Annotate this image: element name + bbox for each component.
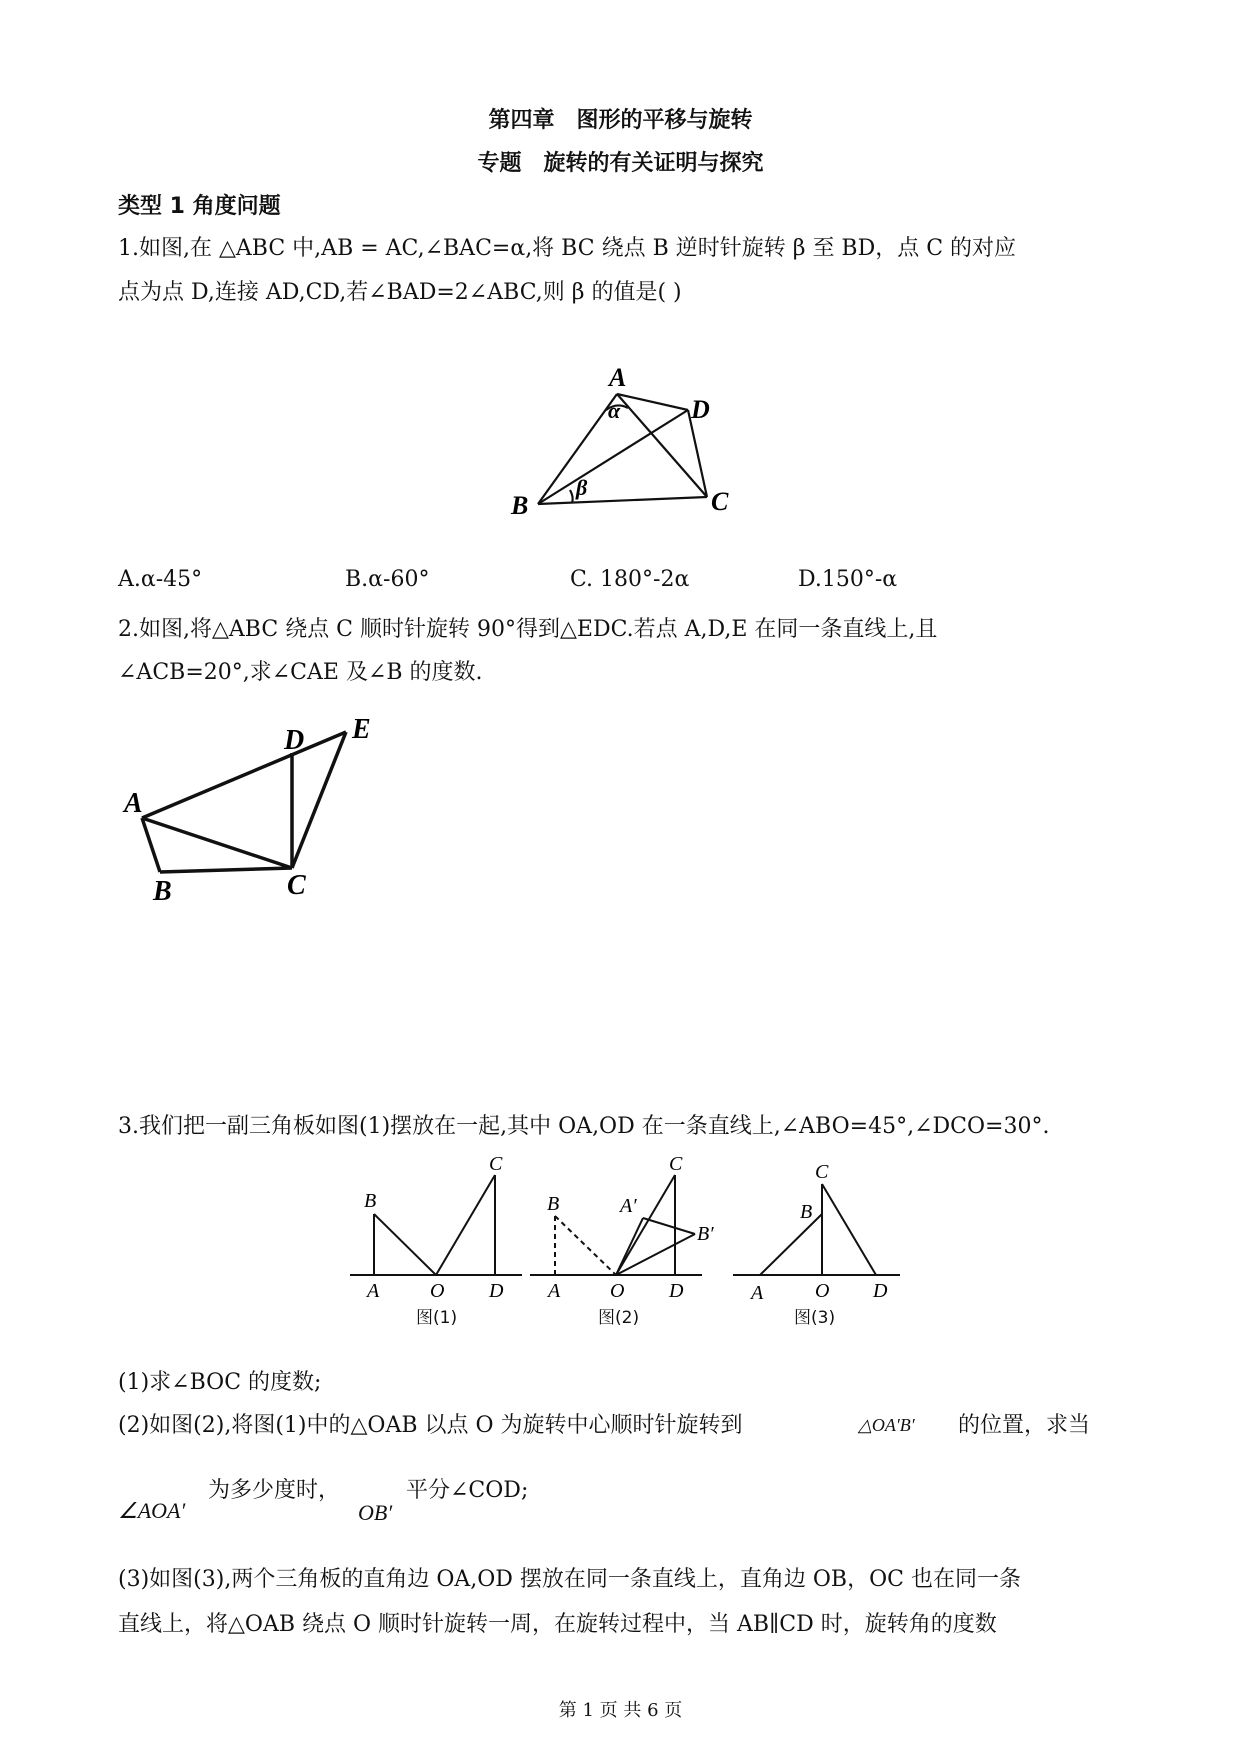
q2-text-line2: ∠ACB=20°,求∠CAE 及∠B 的度数.: [118, 660, 483, 685]
q1-option-c: C. 180°-2α: [570, 567, 690, 592]
fig2-label-A-prime: A′: [620, 1195, 637, 1217]
q2-text-line1: 2.如图,将△ABC 绕点 C 顺时针旋转 90°得到△EDC.若点 A,D,E 在同一条直线上,且: [118, 617, 938, 642]
fig2-label-B-prime: B′: [697, 1223, 714, 1245]
fig1-label-A: A: [367, 1280, 380, 1302]
fig2-label-O: O: [610, 1280, 625, 1302]
q1-option-b: B.α-60°: [345, 567, 430, 592]
q2-label-C: C: [287, 870, 306, 901]
q3-part2-triangle: △OA′B′: [858, 1415, 915, 1435]
q1-option-a: A.α-45°: [118, 567, 203, 592]
q1-text-line1: 1.如图,在 △ABC 中,AB = AC,∠BAC=α,将 BC 绕点 B 逆时针旋转 β 至 BD，点 C 的对应: [118, 236, 1017, 261]
q3-part3-line1: (3)如图(3),两个三角板的直角边 OA,OD 摆放在同一条直线上，直角边 OB，OC 也在同一条: [118, 1567, 1021, 1592]
fig3-label-A: A: [751, 1282, 764, 1304]
q1-label-C: C: [711, 487, 729, 516]
q1-text-line2: 点为点 D,连接 AD,CD,若∠BAD=2∠ABC,则 β 的值是( ): [118, 280, 682, 305]
section-heading: 类型 1 角度问题: [118, 194, 281, 219]
q2-label-B: B: [153, 876, 172, 907]
fig2-caption: 图(2): [598, 1308, 640, 1328]
q1-label-alpha: α: [608, 398, 621, 423]
q3-part2-line1-end: 的位置，求当: [958, 1413, 1091, 1438]
q2-label-A: A: [124, 788, 143, 819]
q1-label-B: B: [511, 491, 529, 520]
fig1-label-C: C: [489, 1153, 503, 1175]
q1-option-d: D.150°-α: [798, 567, 898, 592]
fig3-label-O: O: [815, 1280, 830, 1302]
fig3-label-B: B: [800, 1201, 813, 1223]
q3-part3-line2: 直线上，将△OAB 绕点 O 顺时针旋转一周，在旋转过程中，当 AB∥CD 时，旋转角的度数: [118, 1612, 997, 1637]
fig3-caption: 图(3): [794, 1308, 836, 1328]
q1-label-D: D: [691, 395, 710, 424]
q3-part2-angle: ∠AOA′: [118, 1498, 186, 1523]
q3-part2-ray: OB′: [358, 1500, 393, 1525]
q2-label-E: E: [352, 714, 371, 745]
q3-part2-line1: (2)如图(2),将图(1)中的△OAB 以点 O 为旋转中心顺时针旋转到: [118, 1413, 743, 1438]
q1-label-A: A: [609, 363, 627, 392]
fig2-label-B: B: [547, 1193, 560, 1215]
fig2-label-A: A: [548, 1280, 561, 1302]
q3-part2-mid: 为多少度时，: [208, 1478, 341, 1503]
page-footer: 第 1 页 共 6 页: [558, 1700, 683, 1721]
fig3-label-C: C: [815, 1161, 829, 1183]
fig3-label-D: D: [873, 1280, 888, 1302]
fig2-label-C: C: [669, 1153, 683, 1175]
chapter-title: 第四章 图形的平移与旋转: [488, 108, 753, 133]
fig1-caption: 图(1): [416, 1308, 458, 1328]
fig1-label-B: B: [364, 1190, 377, 1212]
q1-label-beta: β: [576, 475, 588, 500]
topic-title: 专题 旋转的有关证明与探究: [477, 151, 764, 176]
fig2-label-D: D: [669, 1280, 684, 1302]
q3-text-line1: 3.我们把一副三角板如图(1)摆放在一起,其中 OA,OD 在一条直线上,∠ABO=45°,∠DCO=30°.: [118, 1114, 1050, 1139]
fig1-label-O: O: [430, 1280, 445, 1302]
q2-label-D: D: [284, 725, 305, 756]
fig1-label-D: D: [489, 1280, 504, 1302]
q3-part1: (1)求∠BOC 的度数;: [118, 1370, 322, 1395]
q3-part2-end: 平分∠COD;: [406, 1478, 529, 1503]
